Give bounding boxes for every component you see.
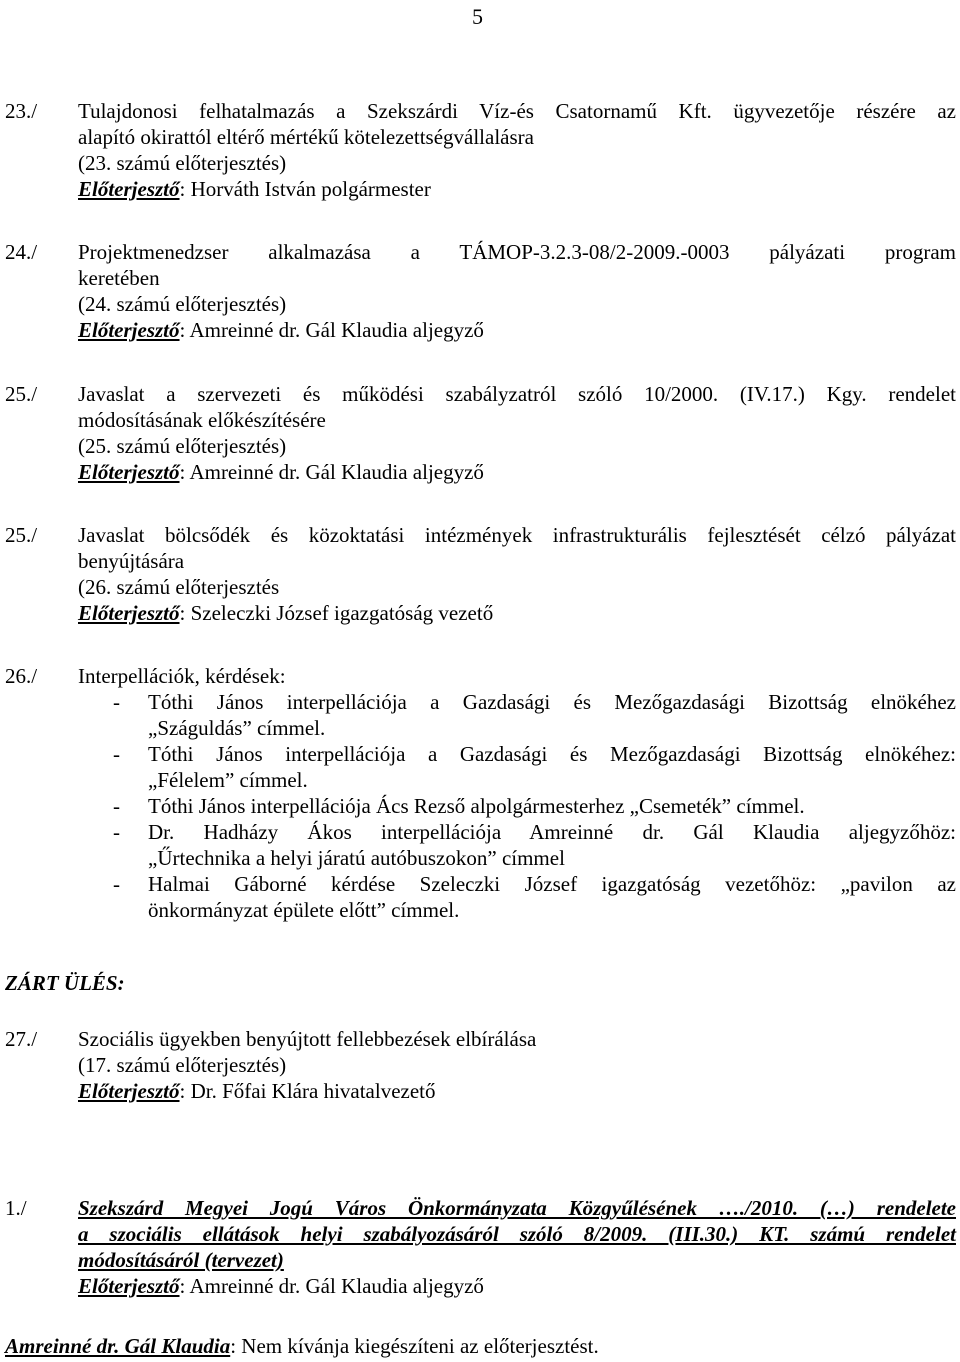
list-item: - Dr. Hadházy Ákos interpellációja Amreinné dr. Gál Klaudia aljegyzőhöz: „Űrtechnika a helyi járatú autóbuszokon” címmel — [113, 820, 956, 870]
item-number: 25./ — [5, 382, 38, 406]
item-number: 24./ — [5, 240, 38, 264]
agenda-item-24 — [5, 239, 956, 343]
page-number: 5 — [472, 4, 483, 29]
presenter-label: Előterjesztő — [78, 460, 180, 484]
item-number: 26./ — [5, 664, 38, 688]
item-number: 25./ — [5, 523, 38, 547]
list-item: - Tóthi János interpellációja a Gazdasági és Mezőgazdasági Bizottság elnökéhez: „Félelem” címmel. — [113, 742, 956, 792]
agenda-item-27 — [5, 1026, 956, 1104]
presenter — [78, 317, 956, 343]
presenter — [78, 1273, 956, 1299]
presenter-label: Előterjesztő — [78, 177, 180, 201]
list-item-line: „Űrtechnika a helyi járatú autóbuszokon” címmel — [148, 846, 565, 870]
regulation-title-line: módosításáról (tervezet) — [78, 1248, 284, 1272]
list-item-line: „Félelem” címmel. — [148, 768, 308, 792]
presenter-label: Előterjesztő — [78, 1079, 180, 1103]
proposal-reference: (25. számú előterjesztés) — [78, 434, 287, 458]
closing-statement — [5, 1333, 956, 1359]
proposal-reference: (26. számú előterjesztés — [78, 575, 280, 599]
agenda-item-25b — [5, 522, 956, 626]
closed-session-heading: ZÁRT ÜLÉS: — [5, 971, 125, 995]
list-item-line: Halmai Gáborné kérdése Szeleczki József igazgatóság vezetőhöz: „pavilon az — [148, 872, 956, 896]
item-number: 27./ — [5, 1027, 38, 1051]
presenter-name: : Amreinné dr. Gál Klaudia aljegyző — [179, 318, 484, 342]
statement-text: : Nem kívánja kiegészíteni az előterjesztést. — [230, 1334, 599, 1358]
item-title-line: Szociális ügyekben benyújtott fellebbezések elbírálása — [78, 1027, 537, 1051]
list-item-line: Dr. Hadházy Ákos interpellációja Amreinné dr. Gál Klaudia aljegyzőhöz: — [148, 820, 956, 844]
proposal-reference: (24. számú előterjesztés) — [78, 292, 287, 316]
list-item-line: önkormányzat épülete előtt” címmel. — [148, 898, 460, 922]
item-title-line: módosításának előkészítésére — [78, 408, 326, 432]
proposal-reference: (17. számú előterjesztés) — [78, 1053, 287, 1077]
presenter — [78, 600, 956, 626]
regulation-title-line: a szociális ellátások helyi szabályozásáról szóló 8/2009. (III.30.) KT. számú rendelet — [78, 1222, 956, 1246]
item-number: 1./ — [5, 1196, 27, 1220]
item-title-line: alapító okirattól eltérő mértékű kötelezettségvállalásra — [78, 125, 534, 149]
proposal-reference: (23. számú előterjesztés) — [78, 151, 287, 175]
item-title-line: keretében — [78, 266, 160, 290]
item-title-line: Tulajdonosi felhatalmazás a Szekszárdi Víz-és Csatornamű Kft. ügyvezetője részére az — [78, 99, 956, 123]
item-title-line: Projektmenedzser alkalmazása a TÁMOP-3.2.3-08/2-2009.-0003 pályázati program — [78, 240, 956, 264]
speaker-name: Amreinné dr. Gál Klaudia — [5, 1334, 231, 1358]
list-item-line: Tóthi János interpellációja Ács Rezső alpolgármesterhez „Csemeték” címmel. — [148, 794, 805, 818]
presenter-label: Előterjesztő — [78, 318, 180, 342]
item-title: Interpellációk, kérdések: — [78, 664, 286, 688]
list-item-line: „Száguldás” címmel. — [148, 716, 326, 740]
list-item: - Tóthi János interpellációja a Gazdasági és Mezőgazdasági Bizottság elnökéhez „Száguldás” címmel. — [113, 690, 956, 740]
agenda-item-25a — [5, 381, 956, 485]
agenda-item-26 — [5, 663, 956, 923]
presenter-name: : Amreinné dr. Gál Klaudia aljegyző — [179, 460, 484, 484]
presenter-label: Előterjesztő — [78, 1274, 180, 1298]
presenter — [78, 1078, 956, 1104]
item-title-line: benyújtására — [78, 549, 185, 573]
list-item: - Tóthi János interpellációja Ács Rezső alpolgármesterhez „Csemeték” címmel. — [78, 793, 956, 819]
regulation-title-line: Szekszárd Megyei Jogú Város Önkormányzata Közgyűlésének …./2010. (…) rendelete — [78, 1196, 956, 1220]
item-number: 23./ — [5, 99, 38, 123]
list-item: - Halmai Gáborné kérdése Szeleczki József igazgatóság vezetőhöz: „pavilon az önkormányzat épülete előtt” címmel. — [113, 872, 956, 922]
presenter-name: : Horváth István polgármester — [179, 177, 431, 201]
presenter-name: : Dr. Főfai Klára hivatalvezető — [179, 1079, 436, 1103]
presenter — [78, 176, 956, 202]
presenter — [78, 459, 956, 485]
presenter-label: Előterjesztő — [78, 601, 180, 625]
item-title-line: Javaslat a szervezeti és működési szabályzatról szóló 10/2000. (IV.17.) Kgy. rendelet — [78, 382, 956, 406]
regulation-item-1 — [5, 1195, 956, 1299]
presenter-name: : Szeleczki József igazgatóság vezető — [179, 601, 494, 625]
list-item-line: Tóthi János interpellációja a Gazdasági és Mezőgazdasági Bizottság elnökéhez: — [148, 742, 956, 766]
item-title-line: Javaslat bölcsődék és közoktatási intézmények infrastrukturális fejlesztését célzó pályázat — [78, 523, 956, 547]
presenter-name: : Amreinné dr. Gál Klaudia aljegyző — [179, 1274, 484, 1298]
list-item-line: Tóthi János interpellációja a Gazdasági és Mezőgazdasági Bizottság elnökéhez — [148, 690, 956, 714]
agenda-item-23 — [5, 98, 956, 202]
